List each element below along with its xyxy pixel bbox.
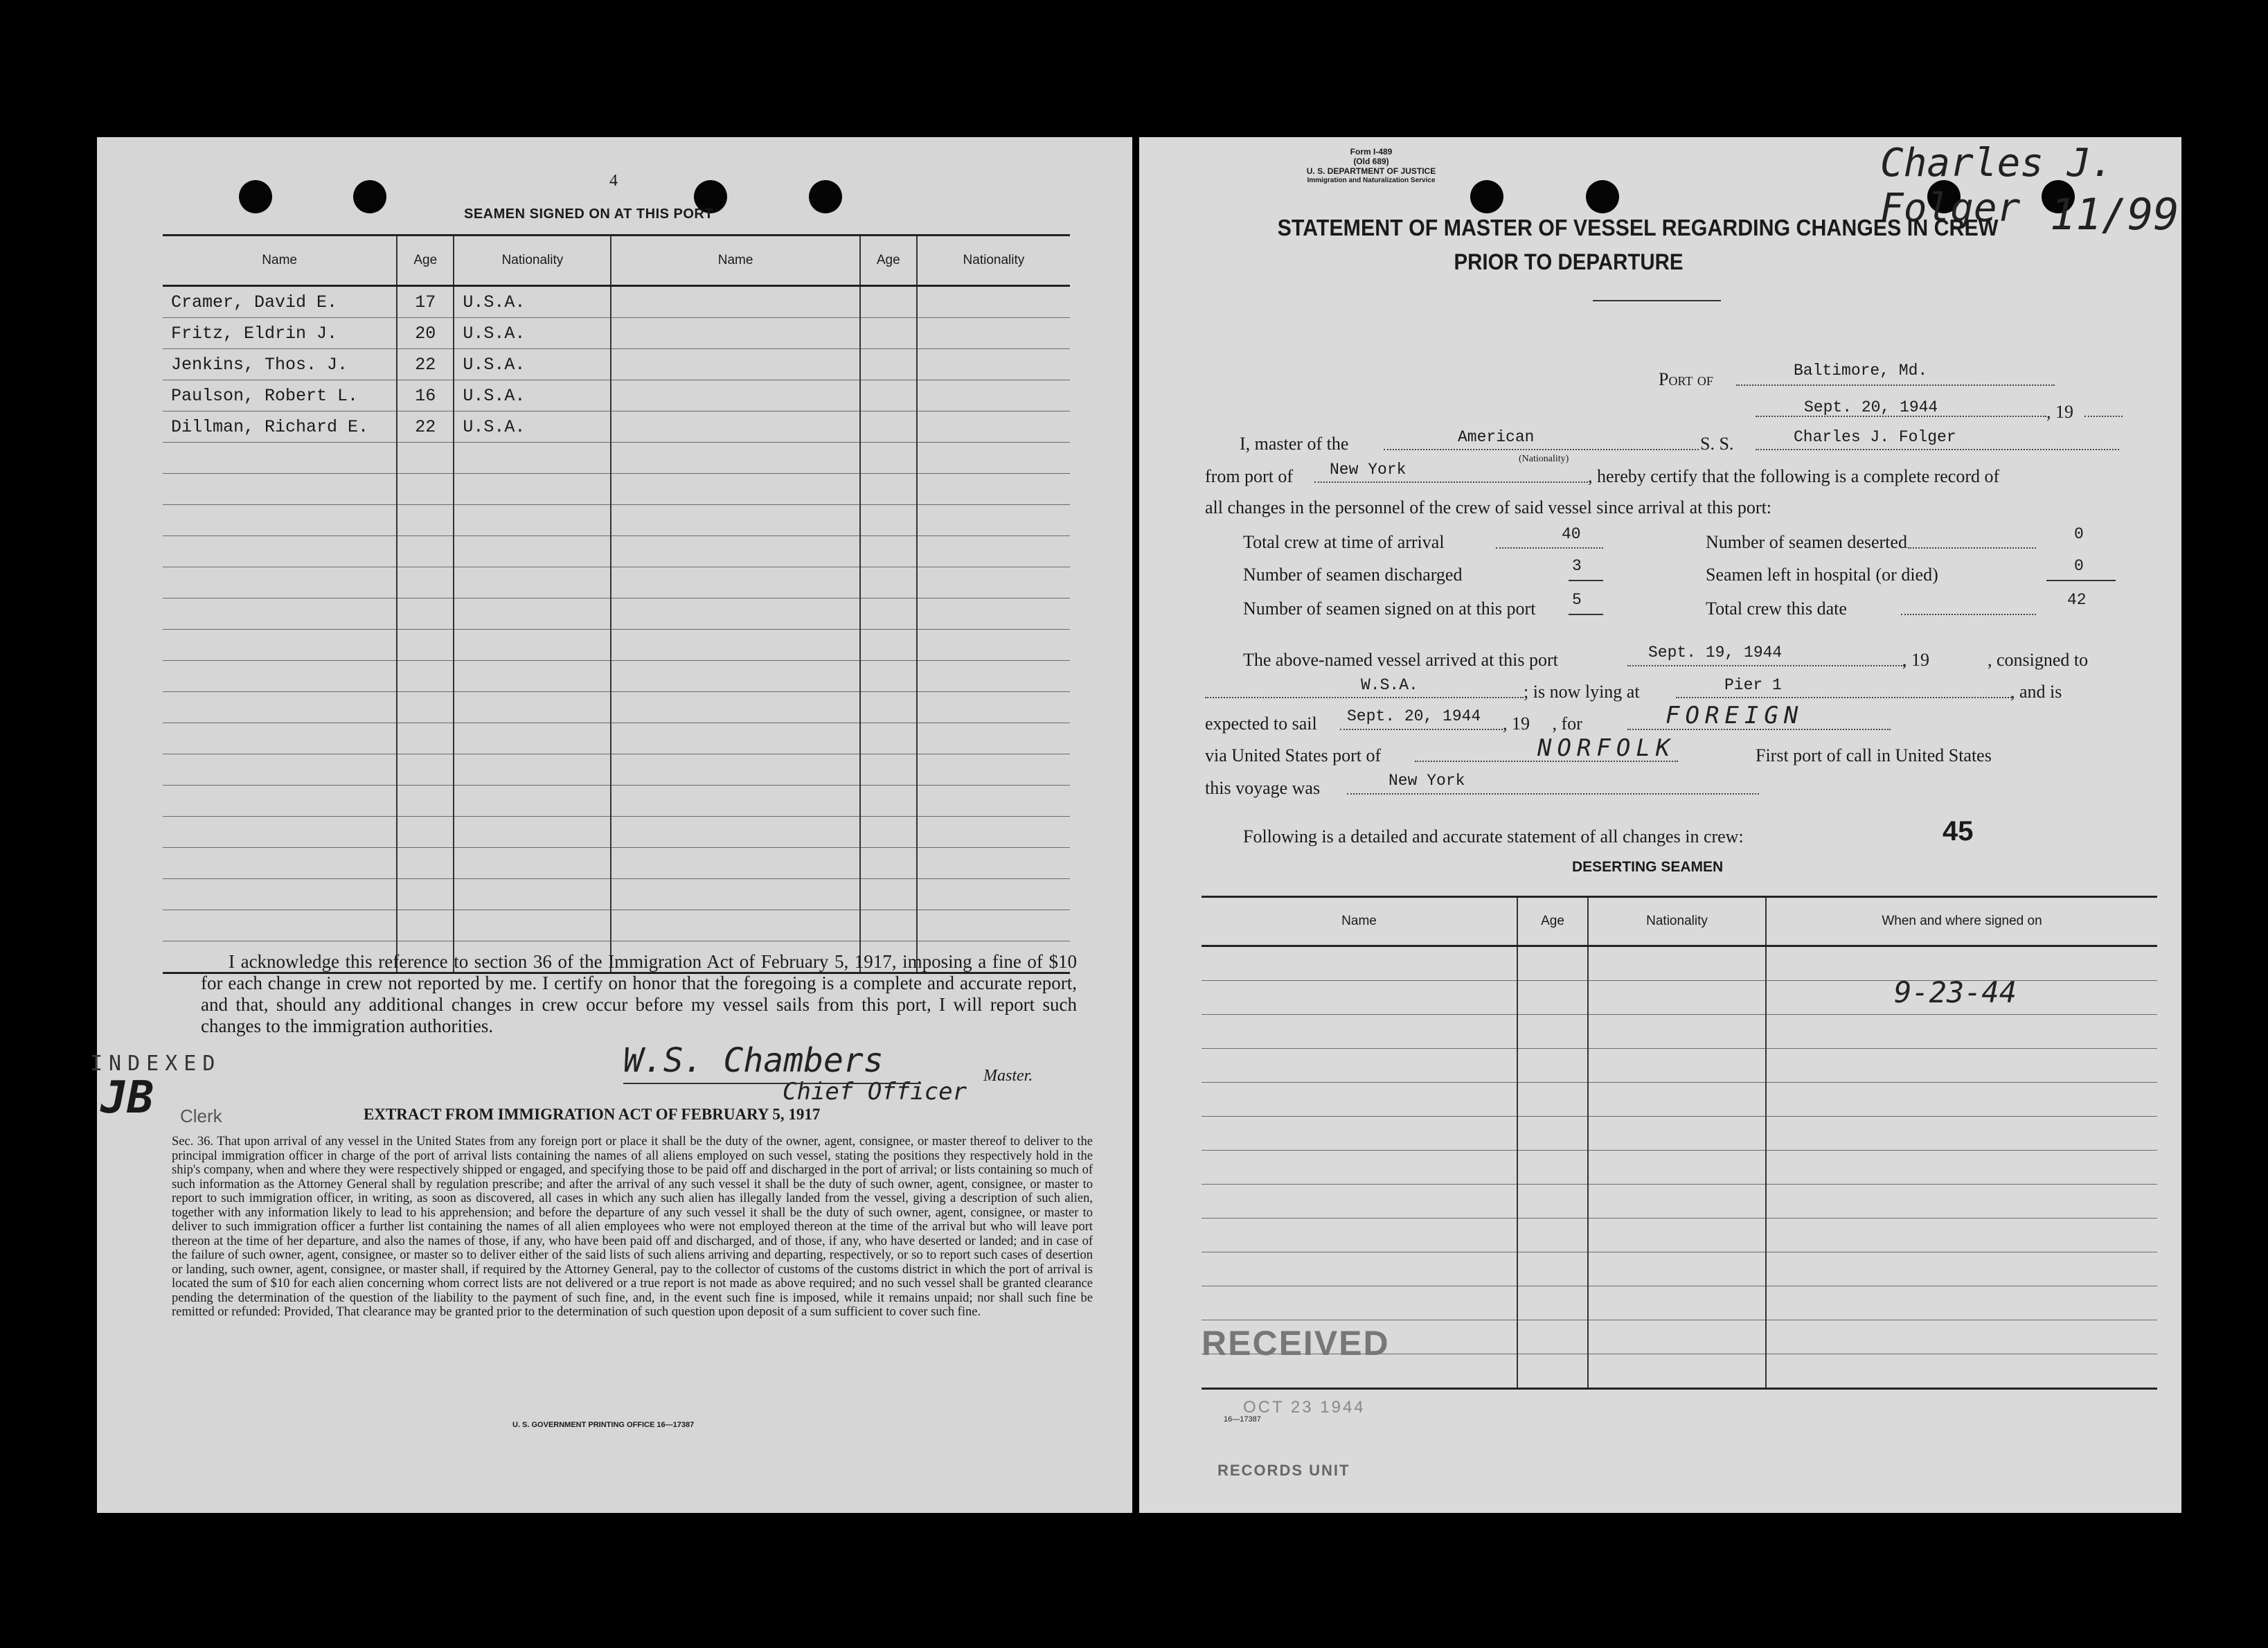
master-of-label: I, master of the (1240, 434, 1349, 454)
section-title: SEAMEN SIGNED ON AT THIS PORT (464, 206, 714, 222)
table-row (1202, 1286, 2157, 1320)
column-header: Name (611, 236, 859, 286)
table-row (1202, 1151, 2157, 1185)
lying-value: Pier 1 (1724, 676, 1782, 694)
seaman-nationality: U.S.A. (454, 318, 611, 349)
column-header: Nationality (917, 236, 1070, 286)
voyage-value: New York (1389, 772, 1465, 790)
column-header: Age (1517, 897, 1588, 946)
seaman-nationality: U.S.A. (454, 380, 611, 411)
table-row (163, 536, 1070, 567)
table-row (1202, 1049, 2157, 1083)
seaman-age: 20 (397, 318, 454, 349)
column-header: Nationality (454, 236, 611, 286)
left-page (90, 137, 1132, 1513)
seaman-age: 22 (397, 349, 454, 380)
received-date: OCT 23 1944 (1243, 1398, 1366, 1417)
table-row (163, 879, 1070, 910)
table-row (163, 443, 1070, 474)
stat-value: 0 (2074, 525, 2084, 543)
stat-label: Seamen left in hospital (or died) (1706, 565, 1938, 585)
stat-label: Number of seamen discharged (1243, 565, 1463, 585)
table-row (163, 411, 1070, 443)
for-label: , 19 , for (1503, 714, 1582, 734)
via-value: NORFOLK (1537, 734, 1676, 762)
deserting-table (1202, 896, 2157, 1390)
seaman-nationality: U.S.A. (454, 286, 611, 318)
seaman-nationality: U.S.A. (454, 349, 611, 380)
stat-value: 0 (2074, 557, 2084, 575)
nationality-value: American (1458, 428, 1535, 446)
table-header-row (1202, 897, 2157, 946)
table-row (163, 848, 1070, 879)
consigned-label: , consigned to (1988, 650, 2089, 670)
stat-value: 3 (1572, 557, 1582, 575)
handwritten-ship-name: Charles J. Folger (1880, 141, 2114, 231)
handwritten-date: 9-23-44 (1894, 975, 2017, 1009)
column-header: Name (1202, 897, 1517, 946)
table-row (163, 692, 1070, 723)
table-row (163, 723, 1070, 754)
seaman-nationality: U.S.A. (454, 411, 611, 443)
table-row (163, 567, 1070, 599)
table-header-row (163, 236, 1070, 286)
seaman-name: Paulson, Robert L. (163, 380, 397, 411)
clerk-initials: JB (100, 1072, 154, 1124)
punch-hole (239, 180, 272, 213)
seaman-age: 16 (397, 380, 454, 411)
table-row (163, 630, 1070, 661)
for-value: FOREIGN (1666, 702, 1804, 729)
stat-value: 42 (2067, 591, 2087, 609)
table-row (163, 786, 1070, 817)
handwritten-number: 11/99 (2050, 189, 2179, 240)
seaman-name: Jenkins, Thos. J. (163, 349, 397, 380)
stat-value: 5 (1572, 591, 1582, 609)
acknowledgment-text: I acknowledge this reference to section 36 of the Immigration Act of February 5, 1917, imposing a fine of $10 for each change in crew not reported by me. I certify on honor that the foregoing is a complete and accurate report, and that, should any additional changes in crew occur before my vessel sails from this port, I will report such changes to the immigration authorities. (201, 951, 1077, 1036)
table-row (1202, 1185, 2157, 1219)
column-header: When and where signed on (1766, 897, 2157, 946)
first-port-label: First port of call in United States (1756, 745, 1992, 765)
extract-title: EXTRACT FROM IMMIGRATION ACT OF FEBRUARY 5, 1917 (364, 1106, 821, 1123)
nineteen-label: , 19 (1902, 650, 1929, 670)
form-code: 16—17387 (1224, 1415, 1261, 1424)
signature-title: Chief Officer (783, 1078, 967, 1106)
printing-office-note: U. S. GOVERNMENT PRINTING OFFICE 16—17387 (512, 1421, 695, 1429)
expected-label: expected to sail (1205, 714, 1317, 734)
following-text: Following is a detailed and accurate statement of all changes in crew: (1243, 826, 1744, 847)
punch-hole (809, 180, 842, 213)
table-row (163, 318, 1070, 349)
ss-value: Charles J. Folger (1794, 428, 1956, 446)
stat-label: Total crew at time of arrival (1243, 532, 1445, 552)
ss-label: S. S. (1700, 434, 1734, 454)
stat-value: 40 (1562, 525, 1581, 543)
extract-text: Sec. 36. That upon arrival of any vessel in the United States from any foreign port or place it shall be the duty of the owner, agent, consignee, or master thereof to deliver to the principal immigration officer in charge of the port of arrival lists containing the names of all aliens employed on such vessel, stating the positions they respectively hold in the ship's company, when and where they were respectively shipped or engaged, and specifying those to be paid off and discharged in the port of arrival; or lists containing so much of such information as the Attorney General shall by regulation prescribe; and after the arrival of any such vessel it shall be the duty of such owner, agent, consignee, or master to report to such immigration officer, in writing, as soon as discovered, all cases in which any such alien has illegally landed from the vessel, giving a description of such alien, together with any information likely to lead to his apprehension; and before the departure of any such vessel it shall be the duty of such owner, agent, consignee, or master to deliver to such immigration officer a further list containing the names of all alien employees who were not employed thereon at the time of the arrival but who will leave port thereon at the time of her departure, and also the names of those, if any, who have been paid off and discharged, and of those, if any, who have deserted or landed; and in case of the failure of such owner, agent, consignee, or master so to deliver either of the said lists of such aliens arriving and departing, respectively, or so to report such cases of desertion or landing, such owner, agent, consignee, or master shall, if required by the Attorney General, pay to the collector of customs of the customs district in which the port of arrival is located the sum of $10 for each alien concerning whom correct lists are not delivered or a true report is not made as above required; and no such vessel shall be granted clearance pending the determination of the question of the liability to the payment of such fine, and, in the event such fine is imposed, while it remains unpaid; nor shall such fine be remitted or refunded: Provided, That clearance may be granted prior to the determination of such question upon deposit of a sum sufficient to cover such fine. (172, 1135, 1093, 1319)
clerk-label: Clerk (180, 1106, 222, 1126)
nationality-caption: (Nationality) (1519, 454, 1569, 464)
table-row (163, 349, 1070, 380)
table-row (163, 910, 1070, 941)
table-row (163, 505, 1070, 536)
column-header: Name (163, 236, 397, 286)
punch-hole (353, 180, 386, 213)
page-number: 4 (609, 172, 618, 190)
port-label: Port of (1659, 369, 1713, 389)
handwritten-45: 45 (1943, 816, 1974, 847)
table-row (1202, 1015, 2157, 1049)
via-label: via United States port of (1205, 745, 1382, 765)
from-port-label: from port of (1205, 466, 1294, 486)
certify-text-2: all changes in the personnel of the crew of said vessel since arrival at this port: (1205, 497, 1772, 517)
table-row (1202, 1083, 2157, 1117)
certify-text: , hereby certify that the following is a complete record of (1588, 466, 2000, 486)
table-row (1202, 1219, 2157, 1252)
port-value: Baltimore, Md. (1794, 362, 1928, 380)
seaman-name: Fritz, Eldrin J. (163, 318, 397, 349)
form-old-number: (Old 689) (1353, 157, 1389, 166)
punch-hole (1586, 180, 1619, 213)
consignee-value: W.S.A. (1361, 676, 1418, 694)
arrived-value: Sept. 19, 1944 (1648, 644, 1783, 662)
column-header: Age (397, 236, 454, 286)
seaman-age: 17 (397, 286, 454, 318)
service: Immigration and Naturalization Service (1307, 177, 1436, 184)
table-row (163, 286, 1070, 318)
punch-hole (1470, 180, 1503, 213)
table-row (163, 474, 1070, 505)
stat-label: Number of seamen deserted (1706, 532, 1907, 552)
table-row (1202, 1117, 2157, 1151)
arrived-label: The above-named vessel arrived at this port (1243, 650, 1558, 670)
right-page (1139, 137, 2181, 1513)
voyage-label: this voyage was (1205, 778, 1321, 798)
from-port-value: New York (1330, 461, 1407, 479)
department: U. S. DEPARTMENT OF JUSTICE (1306, 166, 1436, 176)
stat-label: Number of seamen signed on at this port (1243, 599, 1536, 619)
form-number: Form I-489 (1350, 147, 1393, 157)
expected-value: Sept. 20, 1944 (1347, 707, 1481, 725)
table-row (163, 380, 1070, 411)
stat-label: Total crew this date (1706, 599, 1847, 619)
form-title: STATEMENT OF MASTER OF VESSEL REGARDING CHANGES IN CREW (1277, 215, 1999, 240)
and-is-label: , and is (2010, 682, 2062, 702)
table-row (163, 599, 1070, 630)
seaman-name: Dillman, Richard E. (163, 411, 397, 443)
year-suffix: , 19 (2046, 402, 2073, 422)
table-row (163, 754, 1070, 786)
records-unit-stamp: RECORDS UNIT (1217, 1462, 1350, 1479)
master-label: Master. (983, 1067, 1033, 1085)
form-subtitle: PRIOR TO DEPARTURE (1454, 249, 1684, 274)
seaman-name: Cramer, David E. (163, 286, 397, 318)
table-row (163, 817, 1070, 848)
column-header: Nationality (1588, 897, 1766, 946)
received-stamp: RECEIVED (1202, 1324, 1390, 1363)
deserting-title: DESERTING SEAMEN (1572, 859, 1724, 875)
signed-on-table (163, 234, 1070, 974)
column-header: Age (860, 236, 917, 286)
master-signature: W.S. Chambers (623, 1041, 884, 1080)
seaman-age: 22 (397, 411, 454, 443)
table-row (163, 661, 1070, 692)
lying-label: ; is now lying at (1524, 682, 1640, 702)
date-value: Sept. 20, 1944 (1804, 398, 1938, 416)
indexed-stamp: INDEXED (90, 1052, 222, 1076)
table-row (1202, 1252, 2157, 1286)
form-header (1288, 147, 1454, 186)
